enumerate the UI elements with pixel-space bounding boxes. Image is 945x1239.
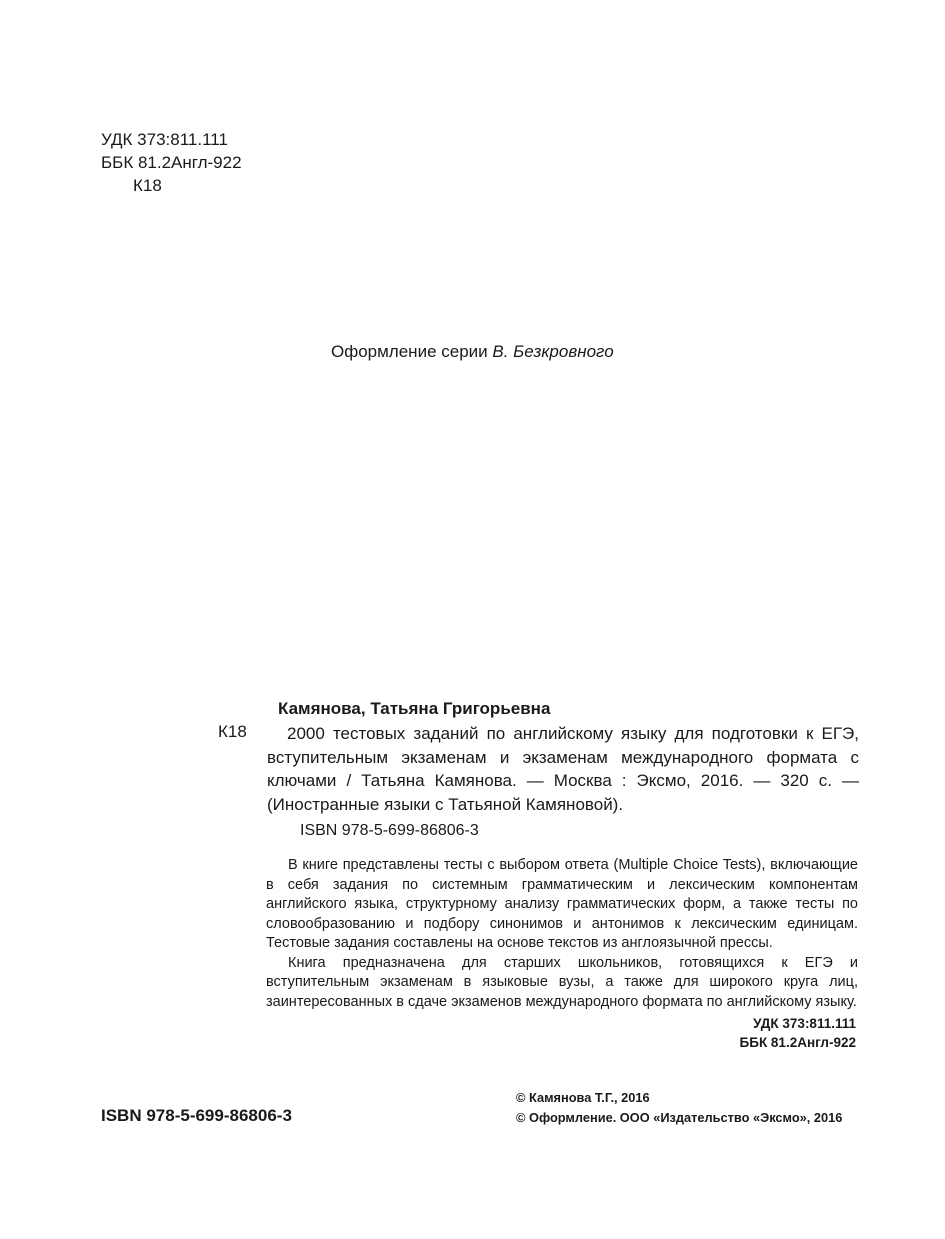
annotation-paragraph-2: Книга предназначена для старших школьников, готовящихся к ЕГЭ и вступительным экзаменам в языковые вузы, а также для широкого круга лиц, заинтересованных в сдаче экзаменов международного формата по английскому языку. — [266, 954, 858, 1010]
record-description: 2000 тестовых заданий по английскому языку для подготовки к ЕГЭ, вступительным экзаменам и экзаменам международного формата с ключами / Татьяна Камянова. — Москва : Эксмо, 2016. — 320 с. — (Иностранные языки с Татьяной Камяновой). — [267, 724, 859, 814]
record-mark: К18 — [218, 722, 247, 741]
author-mark: К18 — [133, 176, 162, 195]
record-author: Камянова, Татьяна Григорьевна — [278, 699, 551, 718]
copyright-block — [516, 1088, 842, 1128]
classification-block — [101, 128, 242, 197]
record-isbn: ISBN 978-5-699-86806-3 — [300, 822, 479, 839]
series-design-label: Оформление серии — [331, 342, 488, 361]
udk-code: УДК 373:811.111 — [101, 130, 228, 149]
copyright-author: © Камянова Т.Г., 2016 — [516, 1090, 650, 1105]
footer-isbn: ISBN 978-5-699-86806-3 — [101, 1106, 292, 1125]
copyright-design: © Оформление. ООО «Издательство «Эксмо», 2016 — [516, 1110, 843, 1125]
series-design-credit — [331, 342, 614, 362]
annotation — [266, 856, 858, 1012]
bottom-classification — [740, 1014, 856, 1052]
annotation-paragraph-1: В книге представлены тесты с выбором ответа (Multiple Choice Tests), включающие в себя задания по системным грамматическим и лексическим компонентам английского языка, структурному анализу грамматических форм, а также тесты по словообразованию и подбору синонимов и антонимов к лексическим единицам. Тестовые задания составлены на основе текстов из англоязычной прессы. — [266, 857, 858, 951]
bottom-bbk: ББК 81.2Англ-922 — [739, 1035, 856, 1050]
bottom-udk: УДК 373:811.111 — [753, 1016, 856, 1031]
series-designer-name: В. Безкровного — [492, 342, 614, 361]
bbk-code: ББК 81.2Англ-922 — [101, 153, 242, 172]
